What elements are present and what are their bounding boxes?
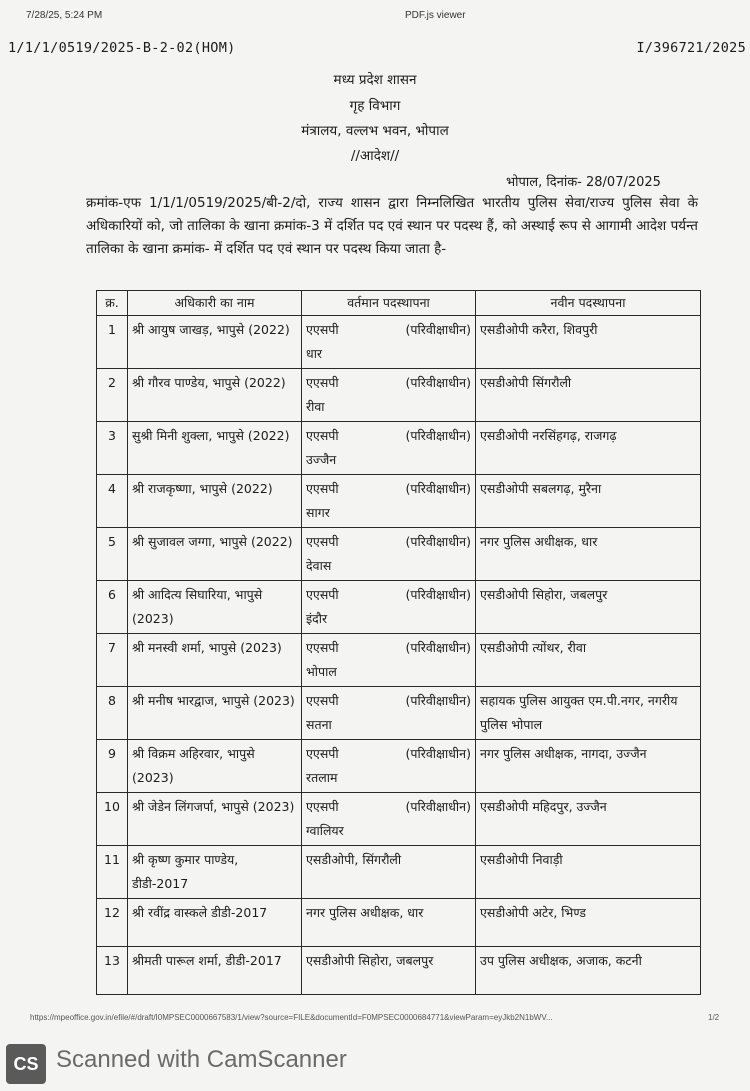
order-date: भोपाल, दिनांक- 28/07/2025 [506,175,661,190]
officer-name: श्री गौरव पाण्डेय, भापुसे (2022) [128,369,302,422]
current-posting [302,793,476,846]
new-posting: एसडीओपी करैरा, शिवपुरी [476,316,701,369]
file-reference: 1/1/1/0519/2025-B-2-02(HOM) [8,40,236,56]
new-posting: सहायक पुलिस आयुक्त एम.पी.नगर, नगरीय पुलिस भोपाल [476,687,701,740]
government-name: मध्य प्रदेश शासन [333,72,417,88]
current-posting-line [306,477,471,501]
new-posting: एसडीओपी सबलगढ़, मुरैना [476,475,701,528]
officer-name: श्री रवींद्र वास्कले डीडी-2017 [128,899,302,947]
footer-url: https://mpeoffice.gov.in/efile/#/draft/I0MPSEC0000667583/1/view?source=FILE&documentId=F0MPSEC0000684771&viewParam=eyJkb2N1bWV... [30,1013,553,1022]
current-post-status: (परिवीक्षाधीन) [405,799,471,814]
current-post-title: एएसपी [306,534,339,549]
current-posting-line [306,530,471,554]
current-post-location: इंदौर [306,611,328,626]
officer-name: श्री राजकृष्णा, भापुसे (2022) [128,475,302,528]
current-post-status: (परिवीक्षाधीन) [405,481,471,496]
current-post-location: देवास [306,558,332,573]
officer-name: श्रीमती पारूल शर्मा, डीडी-2017 [128,947,302,995]
current-post-status: (परिवीक्षाधीन) [405,534,471,549]
current-posting-line [306,848,471,872]
row-serial: 3 [97,422,128,475]
current-posting-line [306,583,471,607]
table-row [97,528,701,581]
current-post-location: रतलाम [306,770,338,785]
col-header-serial: क्र. [97,291,128,316]
current-posting-line [306,636,471,660]
officer-name: श्री मनस्वी शर्मा, भापुसे (2023) [128,634,302,687]
new-posting: एसडीओपी सिंगरौली [476,369,701,422]
new-posting: एसडीओपी अटेर, भिण्ड [476,899,701,947]
viewer-title: PDF.js viewer [405,10,466,21]
current-posting-line [306,318,471,342]
current-post-title: एसडीओपी, सिंगरौली [306,852,402,867]
row-serial: 7 [97,634,128,687]
footer-page-number: 1/2 [708,1013,720,1022]
current-posting-line [306,424,471,448]
reference-line [0,40,750,62]
table-header-row [97,291,701,316]
table-row [97,899,701,947]
current-post-title: एएसपी [306,428,339,443]
row-serial: 8 [97,687,128,740]
table-row [97,316,701,369]
row-serial: 9 [97,740,128,793]
row-serial: 11 [97,846,128,899]
current-post-location: भोपाल [306,664,337,679]
new-posting: एसडीओपी त्योंथर, रीवा [476,634,701,687]
officer-name: श्री मनीष भारद्वाज, भापुसे (2023) [128,687,302,740]
camscanner-logo-icon: CS [6,1044,46,1084]
row-serial: 1 [97,316,128,369]
table-row [97,634,701,687]
officer-name: श्री आयुष जाखड़, भापुसे (2022) [128,316,302,369]
order-heading: //आदेश// [350,148,400,164]
browser-print-header [0,0,750,26]
current-posting [302,899,476,947]
current-post-title: एएसपी [306,375,339,390]
current-post-title: एएसपी [306,481,339,496]
table-row [97,369,701,422]
officer-name: श्री सुजावल जग्गा, भापुसे (2022) [128,528,302,581]
current-post-location: सागर [306,505,330,520]
current-post-title: एएसपी [306,587,339,602]
current-post-title: एसडीओपी सिहोरा, जबलपुर [306,953,434,968]
current-post-status: (परिवीक्षाधीन) [405,322,471,337]
officer-name: श्री आदित्य सिघारिया, भापुसे (2023) [128,581,302,634]
current-posting [302,581,476,634]
current-post-location: ग्वालियर [306,823,344,838]
row-serial: 12 [97,899,128,947]
current-posting [302,475,476,528]
row-serial: 6 [97,581,128,634]
table-row [97,947,701,995]
current-posting [302,422,476,475]
current-post-title: एएसपी [306,799,339,814]
current-post-status: (परिवीक्षाधीन) [405,640,471,655]
current-post-title: एएसपी [306,693,339,708]
current-posting [302,634,476,687]
table-row [97,740,701,793]
current-posting-line [306,901,471,925]
table-row [97,422,701,475]
camscanner-watermark: Scanned with CamScanner [56,1046,347,1073]
row-serial: 13 [97,947,128,995]
current-posting-line [306,795,471,819]
office-address: मंत्रालय, वल्लभ भवन, भोपाल [301,123,449,139]
table-row [97,793,701,846]
receipt-reference: I/396721/2025 [636,40,746,56]
current-posting-line [306,742,471,766]
current-post-status: (परिवीक्षाधीन) [405,428,471,443]
posting-table [96,290,701,995]
department-name: गृह विभाग [349,98,401,114]
current-posting [302,369,476,422]
current-post-location: धार [306,346,323,361]
new-posting: एसडीओपी नरसिंहगढ़, राजगढ़ [476,422,701,475]
current-posting [302,740,476,793]
current-posting-line [306,949,471,973]
current-post-location: उज्जैन [306,452,337,467]
row-serial: 10 [97,793,128,846]
current-posting [302,528,476,581]
officer-name: श्री कृष्ण कुमार पाण्डेय, डीडी-2017 [128,846,302,899]
new-posting: उप पुलिस अधीक्षक, अजाक, कटनी [476,947,701,995]
new-posting: एसडीओपी सिहोरा, जबलपुर [476,581,701,634]
table-row [97,475,701,528]
current-posting-line [306,689,471,713]
officer-name: श्री विक्रम अहिरवार, भापुसे (2023) [128,740,302,793]
new-posting: एसडीओपी निवाड़ी [476,846,701,899]
new-posting: नगर पुलिस अधीक्षक, धार [476,528,701,581]
col-header-current-posting: वर्तमान पदस्थापना [302,291,476,316]
current-post-location: सतना [306,717,332,732]
col-header-new-posting: नवीन पदस्थापना [476,291,701,316]
table-row [97,846,701,899]
current-post-status: (परिवीक्षाधीन) [405,693,471,708]
current-post-title: एएसपी [306,640,339,655]
row-serial: 2 [97,369,128,422]
current-posting [302,316,476,369]
current-posting-line [306,371,471,395]
col-header-officer-name: अधिकारी का नाम [128,291,302,316]
current-post-status: (परिवीक्षाधीन) [405,375,471,390]
current-post-title: एएसपी [306,322,339,337]
table-row [97,581,701,634]
current-posting [302,846,476,899]
new-posting: एसडीओपी महिदपुर, उज्जैन [476,793,701,846]
table-row [97,687,701,740]
current-post-status: (परिवीक्षाधीन) [405,587,471,602]
row-serial: 5 [97,528,128,581]
current-posting [302,687,476,740]
current-posting [302,947,476,995]
current-post-location: रीवा [306,399,325,414]
row-serial: 4 [97,475,128,528]
order-paragraph: क्रमांक-एफ 1/1/1/0519/2025/बी-2/दो, राज्य शासन द्वारा निम्नलिखित भारतीय पुलिस सेवा/राज्य पुलिस सेवा के अधिकारियों को, जो तालिका के खाना क्रमांक-3 में दर्शित पद एवं स्थान पर पदस्थ हैं, को अस्थाई रूप से आगामी आदेश पर्यन्त तालिका के खाना क्रमांक- में दर्शित पद एवं स्थान पर पदस्थ किया जाता है- [86,195,698,257]
current-post-title: नगर पुलिस अधीक्षक, धार [306,905,424,920]
officer-name: सुश्री मिनी शुक्ला, भापुसे (2022) [128,422,302,475]
new-posting: नगर पुलिस अधीक्षक, नागदा, उज्जैन [476,740,701,793]
current-post-title: एएसपी [306,746,339,761]
current-post-status: (परिवीक्षाधीन) [405,746,471,761]
print-timestamp: 7/28/25, 5:24 PM [26,10,103,21]
officer-name: श्री जेडेन लिंगजर्पा, भापुसे (2023) [128,793,302,846]
